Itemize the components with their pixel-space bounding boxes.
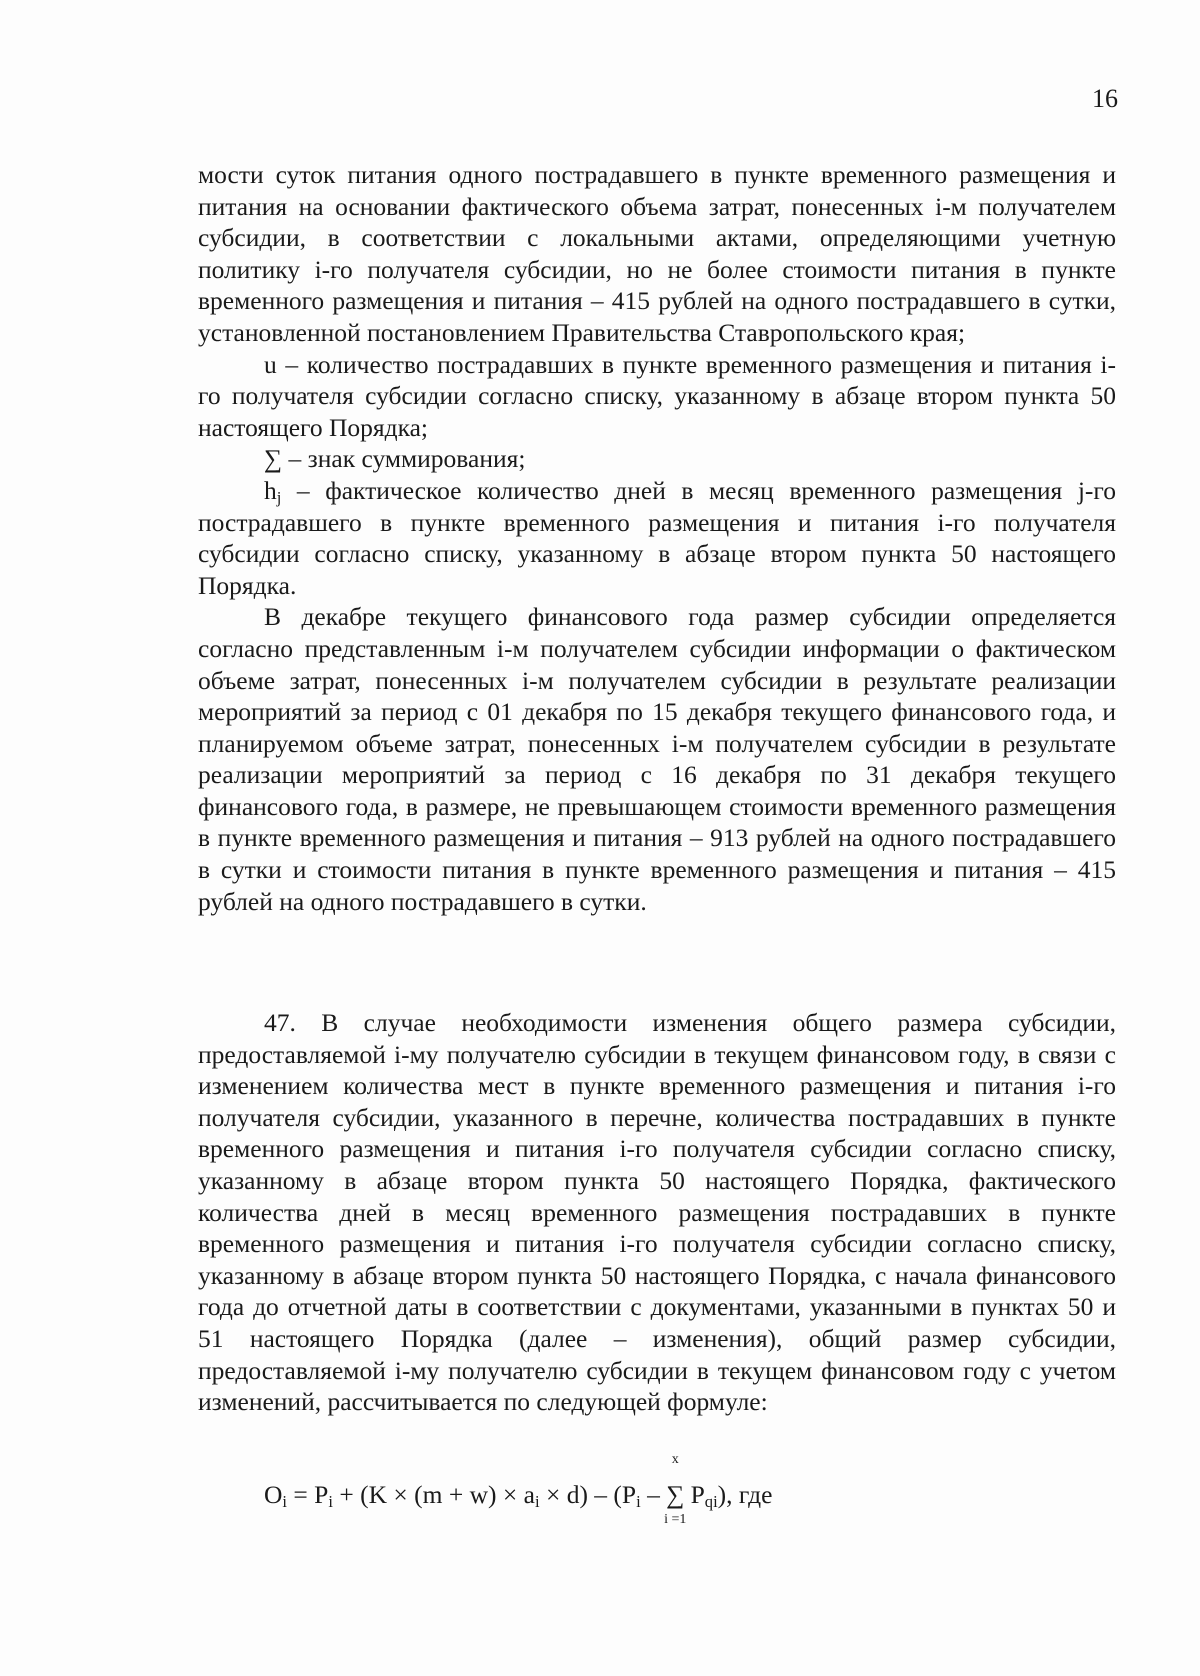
formula-end: ), где	[717, 1480, 773, 1509]
formula-pq-subscript: qi	[704, 1492, 718, 1512]
formula-p2-subscript: i	[636, 1492, 641, 1512]
paragraph-item-47: 47. В случае необходимости изменения общего размера субсидии, предоставляемой i-му получателю субсидии в текущем финансовом году, в связи с изменением количества мест в пункте временного размещения и питания i-го получателя субсидии, указанного в перечне, количества пострадавших в пункте временного размещения и питания i-го получателя субсидии согласно списку, указанному в абзаце втором пункта 50 настоящего Порядка, фактического количества дней в месяц временного размещения пострадавших в пункте временного размещения и питания i-го получателя субсидии согласно списку, указанному в абзаце втором пункта 50 настоящего Порядка, с начала финансового года до отчетной даты в соответствии с документами, указанными в пунктах 50 и 51 настоящего Порядка (далее – изменения), общий размер субсидии, предоставляемой i-му получателю субсидии в текущем финансовом году с учетом изменений, рассчитывается по следующей формуле:	[198, 1008, 1116, 1417]
symbol-h-subscript: j	[276, 488, 282, 508]
paragraph-december: В декабре текущего финансового года размер субсидии определяется согласно представленным i-м получателем субсидии информации о фактическом объеме затрат, понесенных i-м получателем субсидии в результате реализации мероприятий за период с 01 декабря по 15 декабря текущего финансового года, и планируемом объеме затрат, понесенных i-м получателем субсидии в результате реализации мероприятий за период с 16 декабря по 31 декабря текущего финансового года, в размере, не превышающем стоимости временного размещения в пункте временного размещения и питания – 913 рублей на одного пострадавшего в сутки и стоимости питания в пункте временного размещения и питания – 415 рублей на одного пострадавшего в сутки.	[198, 602, 1116, 916]
formula-o: O	[264, 1480, 283, 1509]
formula-middle: + (K × (m + w) × a	[332, 1480, 535, 1509]
paragraph-definition-sigma: ∑ – знак суммирования;	[264, 444, 526, 474]
paragraph-definition-h	[198, 475, 1116, 601]
formula-o-subscript: i	[282, 1492, 288, 1512]
formula-after-a: × d) – (P	[539, 1480, 637, 1509]
formula-pq: P	[684, 1480, 705, 1509]
text-block-item-47	[198, 1007, 1116, 1418]
formula-sigma-upper-limit: x	[671, 1452, 679, 1467]
paragraph-continuation: мости суток питания одного пострадавшего в пункте временного размещения и питания на основании фактического объема затрат, понесенных i-м получателем субсидии, в соответствии с локальными актами, определяющими учетную политику i-го получателя субсидии, но не более стоимости питания в пункте временного размещения и питания – 415 рублей на одного пострадавшего в сутки, установленной постановлением Правительства Ставропольского края;	[198, 160, 1116, 347]
definition-h-text: – фактическое количество дней в месяц временного размещения j-го пострадавшего в пункте временного размещения и питания i-го получателя субсидии согласно списку, указанному в абзаце втором пункта 50 настоящего Порядка.	[198, 475, 1116, 600]
formula-sigma: ∑	[666, 1480, 685, 1509]
symbol-h: h	[264, 475, 277, 505]
formula	[264, 1452, 773, 1527]
paragraph-definition-u: u – количество пострадавших в пункте временного размещения и питания i-го получателя субсидии согласно списку, указанному в абзаце втором пункта 50 настоящего Порядка;	[198, 349, 1116, 442]
text-block-continuation	[198, 159, 1116, 917]
formula-sigma-group	[664, 1452, 687, 1527]
formula-eq-p: = P	[287, 1480, 329, 1509]
formula-minus: –	[640, 1480, 667, 1509]
page-number: 16	[1092, 84, 1118, 113]
formula-sigma-lower-limit: i =1	[664, 1512, 687, 1527]
formula-p-subscript: i	[328, 1492, 333, 1512]
formula-a-subscript: i	[534, 1492, 540, 1512]
